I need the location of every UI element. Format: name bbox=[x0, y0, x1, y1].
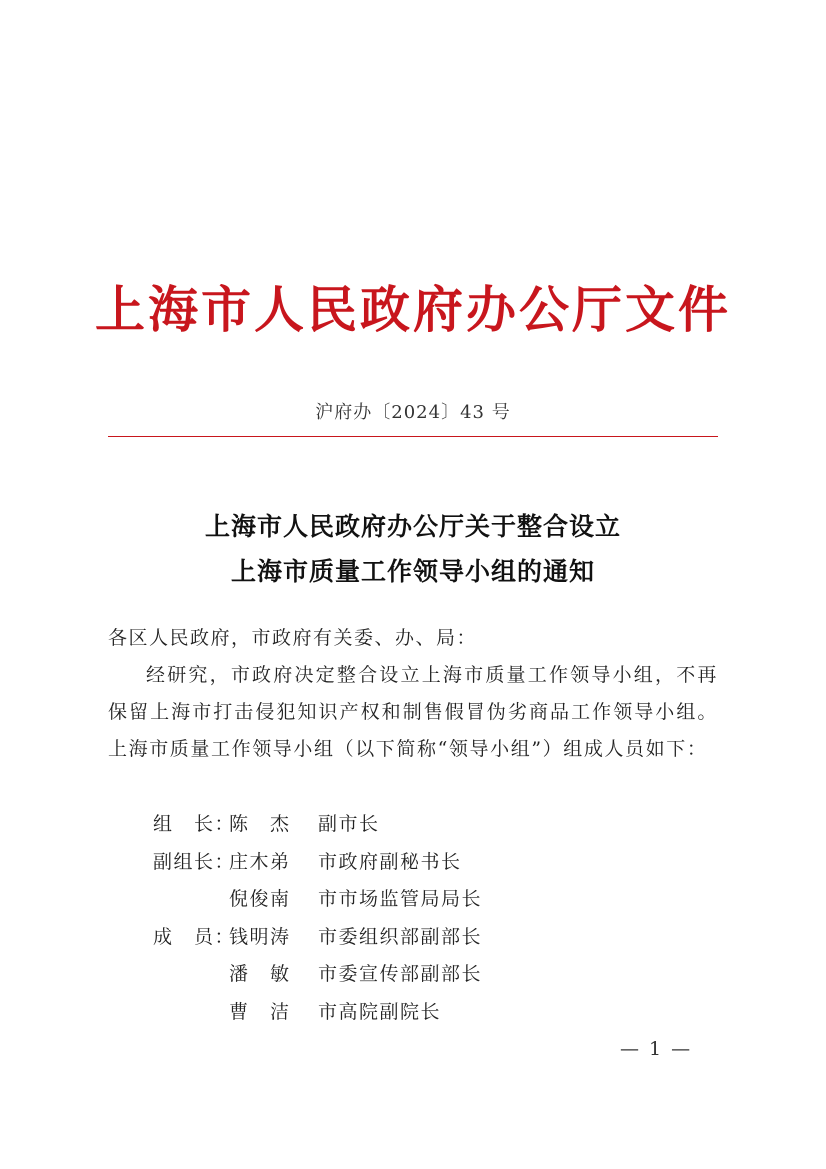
document-header-title: 上海市人民政府办公厅文件 bbox=[95, 280, 731, 339]
member-position: 市市场监管局局长 bbox=[318, 888, 483, 910]
document-title-line-2: 上海市质量工作领导小组的通知 bbox=[230, 557, 595, 586]
member-row bbox=[153, 844, 482, 882]
member-position: 市政府副秘书长 bbox=[318, 850, 462, 873]
member-name: 曹 洁 bbox=[229, 1000, 291, 1023]
member-list bbox=[153, 806, 482, 1031]
member-role bbox=[153, 881, 229, 919]
member-name: 钱明涛 bbox=[229, 925, 291, 948]
header-divider-line bbox=[108, 436, 718, 437]
member-position: 市委组织部副部长 bbox=[318, 925, 483, 948]
document-title bbox=[0, 504, 826, 594]
member-name: 潘 敏 bbox=[229, 963, 291, 985]
member-row bbox=[153, 956, 482, 994]
member-role: 组 长： bbox=[153, 813, 236, 835]
member-role: 成 员： bbox=[153, 925, 236, 948]
document-title-line-1: 上海市人民政府办公厅关于整合设立 bbox=[204, 512, 621, 541]
member-role bbox=[153, 956, 229, 994]
member-name: 倪俊南 bbox=[229, 888, 291, 910]
member-row bbox=[153, 994, 482, 1032]
member-name: 陈 杰 bbox=[229, 813, 291, 835]
member-row bbox=[153, 919, 482, 957]
member-position: 市委宣传部副部长 bbox=[318, 963, 483, 985]
member-row bbox=[153, 806, 482, 844]
member-position: 市高院副院长 bbox=[318, 1000, 442, 1023]
document-number: 沪府办〔2024〕43 号 bbox=[315, 402, 511, 423]
member-name: 庄木弟 bbox=[229, 850, 291, 873]
page-number: — 1 — bbox=[620, 1038, 693, 1060]
member-position: 副市长 bbox=[318, 813, 380, 835]
salutation: 各区人民政府，市政府有关委、办、局： bbox=[108, 627, 478, 649]
member-role: 副组长： bbox=[153, 850, 236, 873]
member-role bbox=[153, 994, 229, 1032]
member-row bbox=[153, 881, 482, 919]
body-paragraph: 经研究，市政府决定整合设立上海市质量工作领导小组，不再保留上海市打击侵犯知识产权和制售假冒伪劣商品工作领导小组。上海市质量工作领导小组（以下简称“领导小组”）组成人员如下： bbox=[108, 664, 718, 760]
